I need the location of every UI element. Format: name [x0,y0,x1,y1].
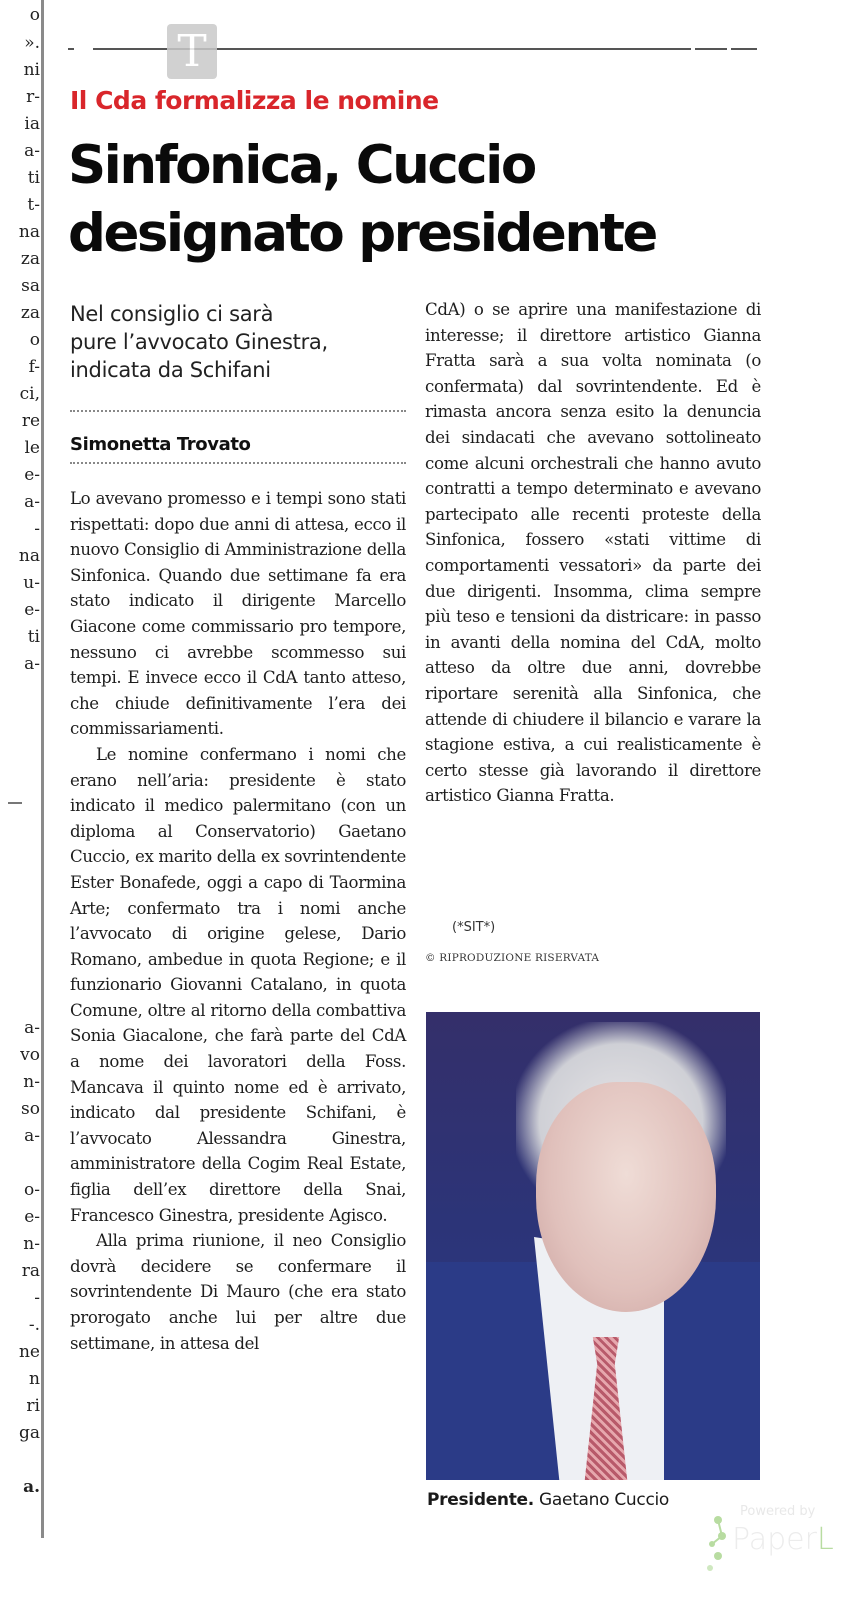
copyright-notice: © RIPRODUZIONE RISERVATA [425,952,600,964]
fragment-line: t- [27,195,40,215]
fragment-line: o [29,5,40,25]
fragment-line: ra [21,1261,40,1281]
article-column-2 [425,297,761,809]
paperlit-watermark [700,1500,850,1600]
fragment-line: - [34,519,40,539]
watermark-powered-by: Powered by [740,1504,816,1519]
fragment-line: ni [23,60,40,80]
fragment-line: za [20,249,40,269]
fragment-line: - [34,1288,40,1308]
caption-label: Presidente. [427,1490,534,1510]
fragment-line: a- [24,1018,40,1038]
fragment-line: f- [28,357,40,377]
fragment-line: n [29,1369,40,1389]
watermark-brand [732,1522,834,1557]
fragment-line: e- [24,1207,40,1227]
newspaper-logo-icon [167,24,217,79]
fragment-line: o- [24,1180,40,1200]
fragment-line: u- [23,573,40,593]
top-rule-dash [68,48,74,50]
headline-line-2: designato presidente [68,203,656,264]
dotted-divider [70,410,406,412]
fragment-line: na [18,546,40,566]
subhead-line-3: indicata da Schifani [70,358,271,382]
brand-accent: L [816,1522,834,1557]
rule-mark [8,802,22,804]
fragment-line: a. [23,1477,40,1497]
fragment-line: e- [24,465,40,485]
fragment-line: -. [28,1315,40,1335]
fragment-line: ia [24,114,40,134]
fragment-line: ci, [19,384,40,404]
fragment-line: n- [23,1234,40,1254]
fragment-line: n- [23,1072,40,1092]
top-rule-dash [695,48,727,50]
fragment-line: re [21,411,40,431]
fragment-line: ri [26,1396,40,1416]
column-divider [41,0,44,1538]
logo-letter: T [177,26,207,77]
caption-name: Gaetano Cuccio [533,1490,670,1510]
subhead-line-1: Nel consiglio ci sarà [70,302,274,326]
fragment-line: le [24,438,40,458]
fragment-line: ne [18,1342,40,1362]
fragment-line: r- [26,87,40,107]
headline [68,132,788,268]
fragment-line: o [29,330,40,350]
byline: Simonetta Trovato [70,434,251,455]
fragment-line: a- [24,654,40,674]
photo-caption [427,1490,669,1510]
fragment-line: ti [27,627,40,647]
fragment-line: a- [24,141,40,161]
fragment-line: na [18,222,40,242]
fragment-line: ». [24,33,40,53]
adjacent-column-rule [0,0,40,1560]
brand-main: Paper [732,1522,817,1557]
article-paragraph: CdA) o se aprire una manifestazione di interesse; il direttore artistico Gianna Fratta sarà a sua volta nominata (o confermata) dal sovrintendente. Ed è rimasta ancora senza esito la denuncia dei sindacati che avevano sottolineato come alcuni orchestrali che hanno avuto contratti a tempo determinato e avevano partecipato alle recenti proteste della Sinfonica, fossero «stati vittime di comportamenti vessatori» da parte dei due dirigenti. Insomma, clima sempre più teso e tensioni da districare: in passo in avanti della nomina del CdA, molto atteso da oltre due anni, dovrebbe riportare serenità alla Sinfonica, che attende di chiudere il bilancio e varare la stagione estiva, a cui realisticamente è certo stesse già lavorando il direttore artistico Gianna Fratta. [425,300,761,806]
article-paragraph: Lo avevano promesso e i tempi sono stati rispettati: dopo due anni di attesa, ecco il nuovo Consiglio di Amministrazione della Sinfonica. Quando due settimane fa era stato indicato il dirigente Marcello Giacone come commissario pro tempore, nessuno ci avrebbe scommesso sui tempi. E invece ecco il CdA tanto atteso, che chiude definitivamente l’era dei commissariamenti. [70,489,406,739]
fragment-line: ga [18,1423,40,1443]
fragment-line: so [21,1099,40,1119]
article-paragraph: Le nomine confermano i nomi che erano nell’aria: presidente è stato indicato il medico palermitano (con un diploma al Conservatorio) Gaetano Cuccio, ex marito della ex sovrintendente Ester Bonafede, oggi a capo di Taormina Arte; confermato tra i nomi anche l’avvocato di origine gelese, Dario Romano, ambedue in quota Regione; e il funzionario Giovanni Catalano, in quota Comune, oltre al ritorno della combattiva Sonia Giacalone, che farà parte del CdA a nome dei lavoratori della Foss. Mancava il quinto nome ed è arrivato, indicato dal presidente Schifani, è l’avvocato Alessandra Ginestra, amministratore della Cogim Real Estate, figlia dell’ex direttore della Snai, Francesco Ginestra, presidente Agisco. [70,744,406,1225]
fragment-line: sa [21,276,40,296]
author-signature: (*SIT*) [452,920,496,935]
subheadline [70,300,410,384]
fragment-line: vo [20,1045,40,1065]
fragment-line: e- [24,600,40,620]
portrait-photo [426,1012,760,1480]
top-rule-dash [731,48,757,50]
subhead-line-2: pure l’avvocato Ginestra, [70,330,328,354]
fragment-line: za [20,303,40,323]
photo-face [536,1082,716,1312]
paperlit-logo-icon [704,1514,728,1574]
fragment-line: ti [27,168,40,188]
kicker: Il Cda formalizza le nomine [70,86,439,115]
headline-line-1: Sinfonica, Cuccio [68,135,535,196]
article-column-1 [70,486,406,1356]
fragment-line: a- [24,1126,40,1146]
article-paragraph: Alla prima riunione, il neo Consiglio dovrà decidere se confermare il sovrintendente Di Mauro (che era stato prorogato anche lui per altre due settimane, in attesa del [70,1231,406,1353]
dotted-divider [70,462,406,464]
fragment-line: a- [24,492,40,512]
